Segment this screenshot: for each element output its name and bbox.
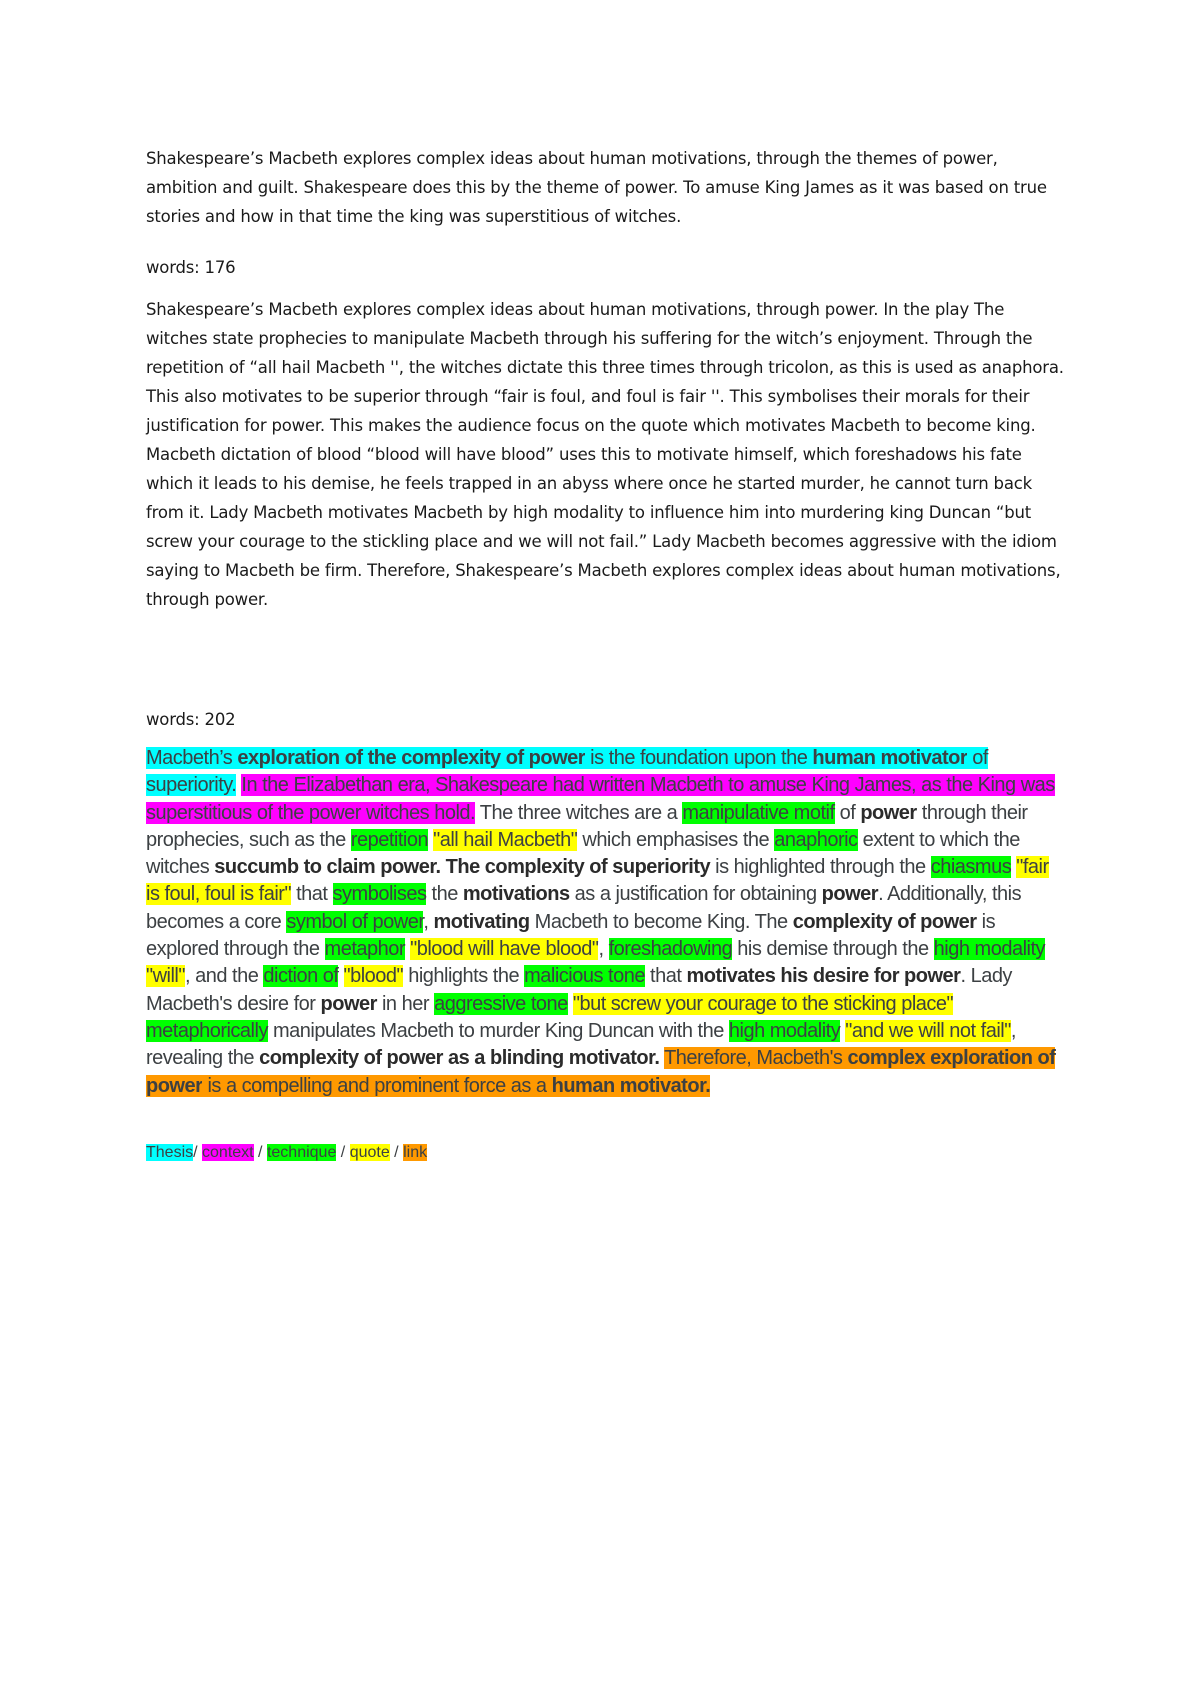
annotated-text-segment: which emphasises the: [577, 828, 775, 851]
annotated-text-segment: power: [860, 801, 917, 824]
annotated-technique-highlight: diction of: [263, 965, 339, 988]
annotated-thesis-highlight: of superiority.: [146, 747, 988, 797]
annotated-text-segment: [338, 965, 343, 987]
annotated-text-segment: , and the: [184, 965, 264, 988]
legend-technique-highlight: technique: [266, 1144, 337, 1161]
annotated-technique-highlight: high modality: [933, 938, 1046, 961]
annotated-quote-highlight: "blood": [343, 965, 404, 988]
annotated-text-segment: , revealing the: [146, 1019, 1016, 1070]
annotated-technique-highlight: repetition: [350, 828, 429, 851]
annotated-technique-highlight: aggressive tone: [434, 992, 568, 1015]
annotated-text-segment: ,: [598, 938, 609, 961]
annotated-text-segment: his demise through the: [732, 938, 934, 961]
annotated-text-segment: that: [644, 965, 687, 988]
annotated-text-segment: . Additionally, this becomes a core: [146, 883, 1022, 933]
annotated-quote-highlight: "blood will have blood": [410, 938, 599, 961]
annotated-technique-highlight: manipulative motif: [682, 801, 835, 824]
word-count-label: words: 202: [146, 710, 236, 729]
annotated-text-segment: power: [320, 992, 377, 1015]
annotated-text-segment: motivating: [433, 910, 530, 933]
annotated-text-segment: highlights the: [403, 965, 525, 988]
annotated-text-segment: . Lady Macbeth's desire for: [146, 965, 1012, 1015]
annotated-technique-highlight: malicious tone: [524, 965, 645, 988]
word-count-label: words: 176: [146, 258, 236, 277]
annotated-text-segment: complexity of power as a blinding motivator.: [259, 1047, 660, 1070]
legend-link-highlight: link: [403, 1144, 428, 1161]
intro-paragraph: Shakespeare’s Macbeth explores complex ideas about human motivations, through the themes of power, ambition and guilt. Shakespeare does this by the theme of power. To amuse King James as it was based on true stories and how in that time the king was superstitious of witches.: [146, 149, 1047, 226]
annotated-text-segment: complexity of power: [792, 910, 977, 933]
annotated-text-segment: The three witches are a: [475, 801, 683, 824]
annotated-thesis-highlight: Macbeth’s: [146, 747, 238, 769]
annotated-text-segment: that: [291, 883, 333, 906]
annotated-technique-highlight: symbolises: [332, 883, 427, 906]
annotated-quote-highlight: "fair is foul, foul is fair": [146, 856, 1049, 906]
annotated-text-segment: is explored through the: [146, 910, 996, 961]
legend-text-segment: /: [193, 1144, 203, 1161]
legend-text-segment: /: [253, 1144, 267, 1161]
annotated-text-segment: is highlighted through the: [710, 856, 931, 879]
annotated-quote-highlight: "will": [146, 965, 185, 988]
annotated-technique-highlight: high modality: [728, 1019, 841, 1042]
annotated-link-highlight: is a compelling and prominent force as a: [202, 1074, 552, 1097]
annotated-text-segment: of: [834, 801, 861, 824]
annotated-link-highlight: human motivator.: [551, 1074, 711, 1097]
annotated-thesis-highlight: is the foundation upon the: [585, 747, 813, 769]
annotated-text-segment: as a justification for obtaining: [569, 883, 822, 906]
annotated-text-segment: extent to which the witches: [146, 828, 1020, 879]
annotated-text-segment: manipulates Macbeth to murder King Duncan with the: [267, 1019, 729, 1042]
essay-paragraph: Shakespeare’s Macbeth explores complex ideas about human motivations, through power. In the play The witches state prophecies to manipulate Macbeth through his suffering for the witch’s enjoyment. Through the repetition of “all hail Macbeth '', the witches dictate this three times through tricolon, as this is used as anaphora. This also motivates to be superior through “fair is foul, and foul is fair ''. This symbolises their morals for their justification for power. This makes the audience focus on the quote which motivates Macbeth to become king. Macbeth dictation of blood “blood will have blood” uses this to motivate himself, which foreshadows his fate which it leads to his demise, he feels trapped in an abyss where once he started murder, he cannot turn back from it. Lady Macbeth motivates Macbeth by high modality to influence him into murdering king Duncan “but screw your courage to the stickling place and we will not fail.” Lady Macbeth becomes aggressive with the idiom saying to Macbeth be firm. Therefore, Shakespeare’s Macbeth explores complex ideas about human motivations, through power.: [146, 300, 1064, 609]
annotated-quote-highlight: "all hail Macbeth": [433, 828, 578, 851]
annotated-thesis-highlight: human motivator: [812, 747, 968, 769]
annotated-technique-highlight: metaphorically: [146, 1019, 268, 1042]
legend-thesis-highlight: Thesis: [146, 1144, 194, 1161]
annotated-text-segment: Macbeth to become King. The: [529, 910, 793, 933]
legend-context-highlight: context: [202, 1144, 254, 1161]
annotated-text-segment: The complexity of superiority: [445, 856, 711, 879]
annotated-text-segment: power: [821, 883, 879, 906]
annotated-text-segment: motivations: [462, 883, 570, 906]
annotated-technique-highlight: anaphoric: [774, 828, 858, 851]
highlight-legend: [146, 1143, 1066, 1163]
annotated-text-segment: succumb to claim power.: [214, 856, 441, 879]
annotated-quote-highlight: "but screw your courage to the sticking place": [572, 992, 954, 1015]
legend-quote-highlight: quote: [349, 1144, 390, 1161]
annotated-text-segment: ,: [423, 910, 434, 933]
annotated-text-segment: the: [426, 883, 463, 906]
annotated-technique-highlight: chiasmus: [930, 856, 1012, 879]
annotated-technique-highlight: metaphor: [324, 938, 406, 961]
annotated-text-segment: in her: [376, 992, 435, 1015]
annotated-quote-highlight: "and we will not fail": [845, 1019, 1011, 1042]
annotated-technique-highlight: symbol of power: [286, 910, 424, 933]
annotated-context-highlight: In the Elizabethan era, Shakespeare had written Macbeth to amuse King James, as the King was superstitious of the power witches hold.: [146, 774, 1055, 824]
annotated-paragraph: [146, 745, 1066, 1100]
annotated-text-segment: motivates his desire for power: [686, 965, 961, 988]
annotated-link-highlight: complex exploration of power: [146, 1047, 1056, 1097]
annotated-link-highlight: Therefore, Macbeth's: [664, 1047, 848, 1070]
legend-text-segment: /: [389, 1144, 404, 1161]
annotated-thesis-highlight: exploration of the complexity of power: [237, 747, 586, 769]
legend-text-segment: /: [336, 1144, 350, 1161]
annotated-text-segment: through their prophecies, such as the: [146, 801, 1028, 851]
annotated-technique-highlight: foreshadowing: [608, 938, 733, 961]
